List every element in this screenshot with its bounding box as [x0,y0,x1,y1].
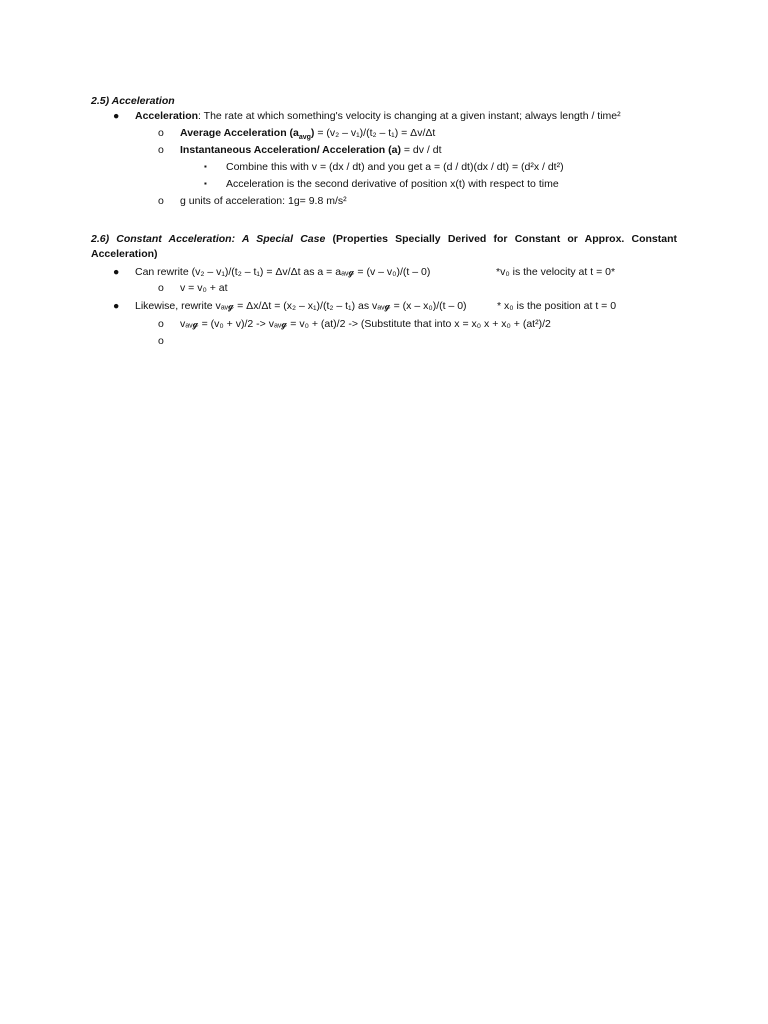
bullet-marker: ● [113,266,120,278]
average-acceleration-formula: = (v₂ – v₁)/(t₂ – t₁) = Δv/Δt [314,127,436,139]
heading-constant-acceleration: 2.6) Constant Acceleration: A Special Case [91,233,326,245]
square-marker: ▪ [204,162,207,171]
circle-marker: o [158,127,164,139]
velocity-equation: v = v₀ + at [180,282,228,294]
heading-continuation: Acceleration) [91,248,158,260]
instantaneous-acceleration-line [180,143,442,157]
instantaneous-acceleration-formula: = dv / dt [400,144,442,156]
section-heading-acceleration: 2.5) Acceleration [91,95,175,107]
bullet-marker: ● [113,110,120,122]
section-heading-constant-acceleration [91,232,677,246]
circle-marker: o [158,144,164,156]
term-average-acceleration: Average Acceleration (a [180,127,299,139]
acceleration-definition [135,109,621,123]
position-derivation-line: vₐᵥ𝓰 = (v₀ + v)/2 -> vₐᵥ𝓰 = v₀ + (at)/2 -> (Substitute that into x = x₀ x + x₀ + (at²)/2 [180,318,551,330]
g-units-line: g units of acceleration: 1g= 9.8 m/s² [180,195,347,207]
term-instantaneous-acceleration: Instantaneous Acceleration/ Acceleration (a) [180,144,401,156]
rewrite-velocity-line: Likewise, rewrite vₐᵥ𝓰 = Δx/Δt = (x₂ – x₁)/(t₂ – t₁) as vₐᵥ𝓰 = (x – x₀)/(t – 0) [135,300,467,312]
avg-subscript: avg [298,134,311,142]
average-acceleration-line [180,126,435,140]
definition-text: : The rate at which something's velocity is changing at a given instant; always length / time² [198,110,621,122]
x0-note: * x₀ is the position at t = 0 [497,300,617,312]
second-derivative-statement: Acceleration is the second derivative of position x(t) with respect to time [226,178,559,190]
term-close-paren: ) [310,127,315,139]
bullet-marker: ● [113,300,120,312]
circle-marker: o [158,282,164,294]
circle-marker: o [158,195,164,207]
second-derivative-combine: Combine this with v = (dx / dt) and you get a = (d / dt)(dx / dt) = (d²x / dt²) [226,161,564,173]
rewrite-acceleration-line: Can rewrite (v₂ – v₁)/(t₂ – t₁) = Δv/Δt as a = aₐᵥ𝓰 = (v – v₀)/(t – 0) [135,266,431,278]
v0-note: *v₀ is the velocity at t = 0* [496,266,616,278]
term-acceleration: Acceleration [135,110,199,122]
circle-marker: o [158,318,164,330]
square-marker: ▪ [204,179,207,188]
heading-properties: (Properties Specially Derived for Constant or Approx. Constant [332,233,678,245]
circle-marker: o [158,335,164,347]
